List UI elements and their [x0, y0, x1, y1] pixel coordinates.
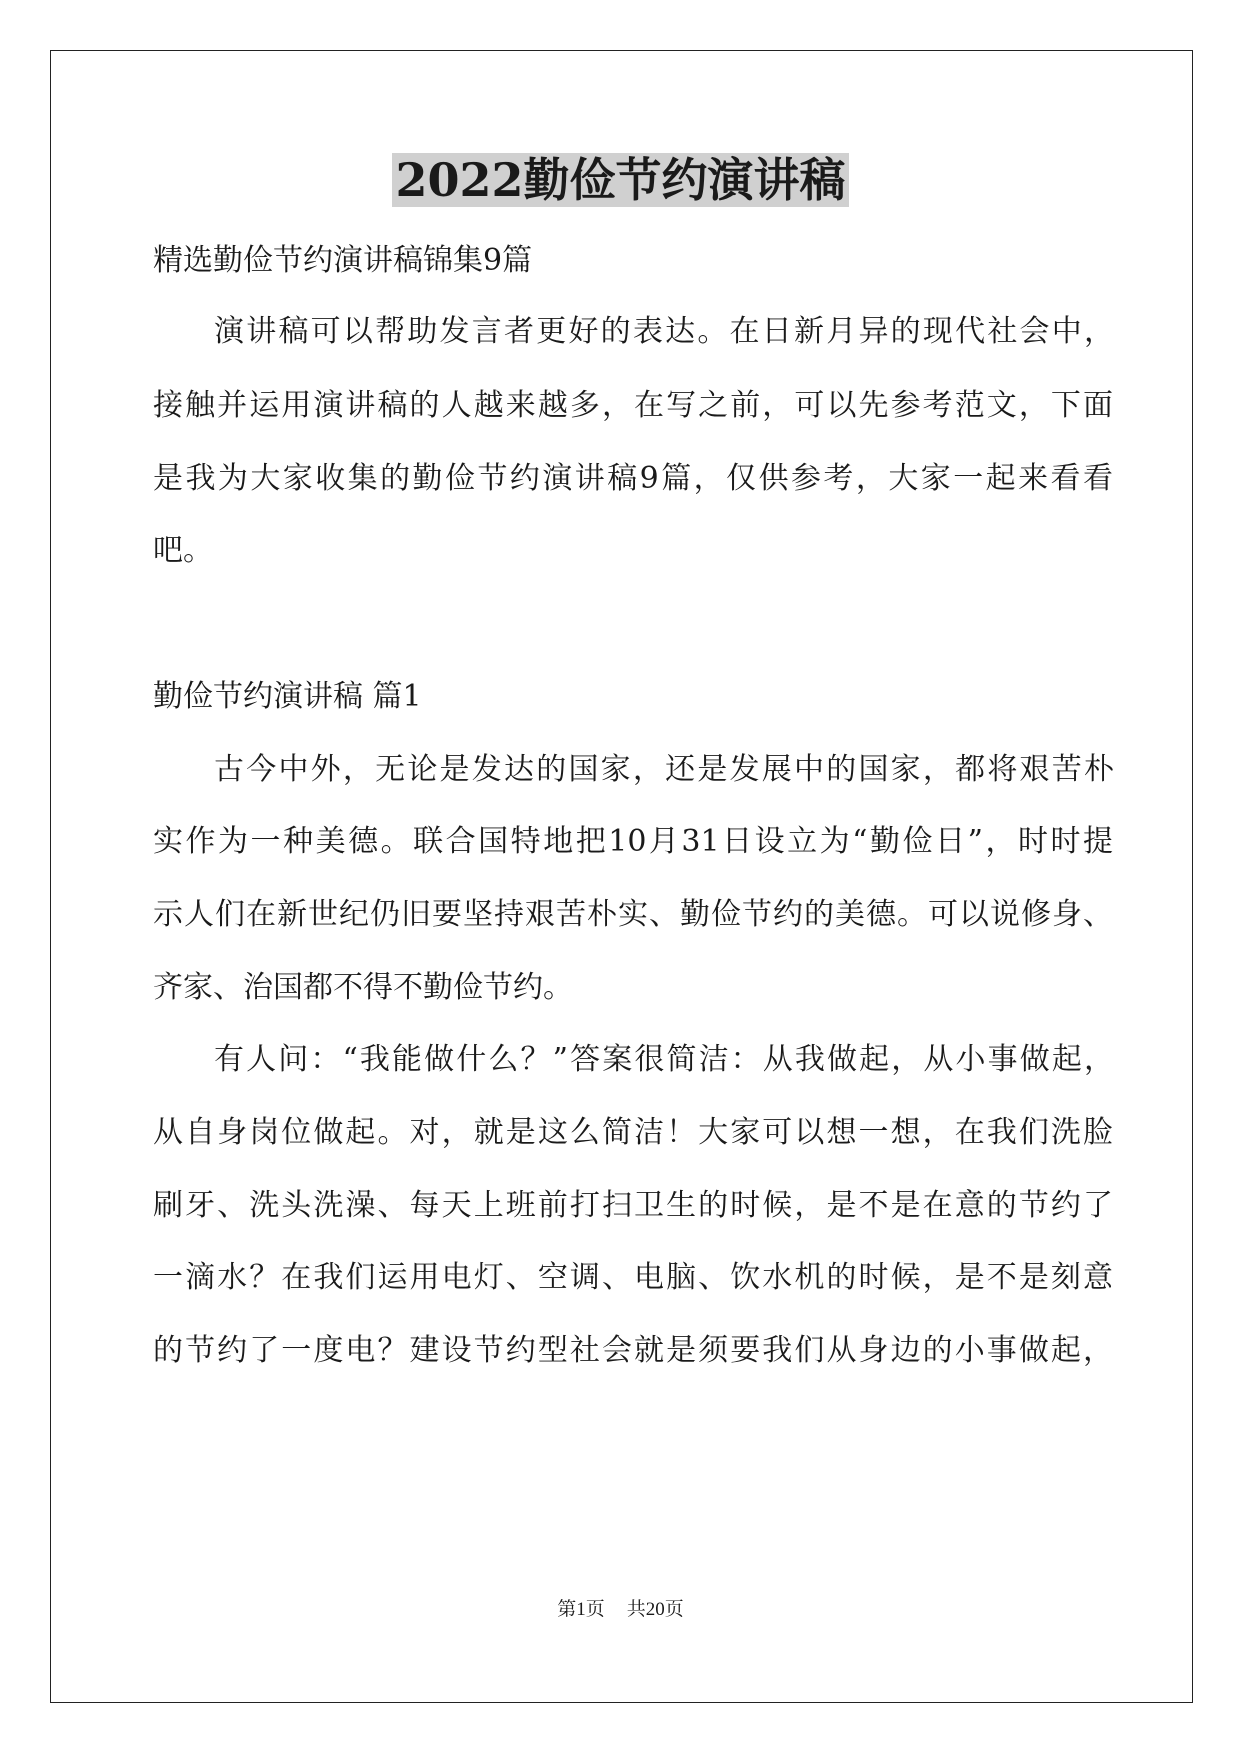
page-total: 共20页: [626, 1599, 684, 1620]
para1-line-2: 实作为一种美德。联合国特地把10月31日设立为“勤俭日”，时时提: [153, 824, 1113, 859]
page-border: [50, 50, 1193, 1703]
intro-line-4: 吧。: [153, 533, 213, 568]
para2-line-3: 刷牙、洗头洗澡、每天上班前打扫卫生的时候，是不是在意的节约了: [153, 1188, 1113, 1223]
para2-line-5: 的节约了一度电？建设节约型社会就是须要我们从身边的小事做起，: [153, 1333, 1113, 1368]
intro-line-2: 接触并运用演讲稿的人越来越多，在写之前，可以先参考范文，下面: [153, 388, 1113, 423]
page-number: 第1页: [557, 1599, 605, 1620]
para2-line-4: 一滴水？在我们运用电灯、空调、电脑、饮水机的时候，是不是刻意: [153, 1260, 1113, 1295]
para1-line-4: 齐家、治国都不得不勤俭节约。: [153, 970, 573, 1005]
para1-line-1: 古今中外，无论是发达的国家，还是发展中的国家，都将艰苦朴: [214, 752, 1114, 787]
document-title-text: 2022勤俭节约演讲稿: [392, 153, 848, 207]
intro-line-1: 演讲稿可以帮助发言者更好的表达。在日新月异的现代社会中，: [214, 314, 1114, 349]
document-title: [0, 152, 1241, 208]
para2-line-1: 有人问：“我能做什么？”答案很简洁：从我做起，从小事做起，: [214, 1042, 1114, 1077]
page-footer: [0, 1598, 1241, 1622]
document-subtitle: 精选勤俭节约演讲稿锦集9篇: [153, 243, 533, 278]
para2-line-2: 从自身岗位做起。对，就是这么简洁！大家可以想一想，在我们洗脸: [153, 1115, 1113, 1150]
para1-line-3: 示人们在新世纪仍旧要坚持艰苦朴实、勤俭节约的美德。可以说修身、: [153, 897, 1113, 932]
intro-line-3: 是我为大家收集的勤俭节约演讲稿9篇，仅供参考，大家一起来看看: [153, 461, 1113, 496]
section-heading: 勤俭节约演讲稿 篇1: [153, 679, 422, 714]
